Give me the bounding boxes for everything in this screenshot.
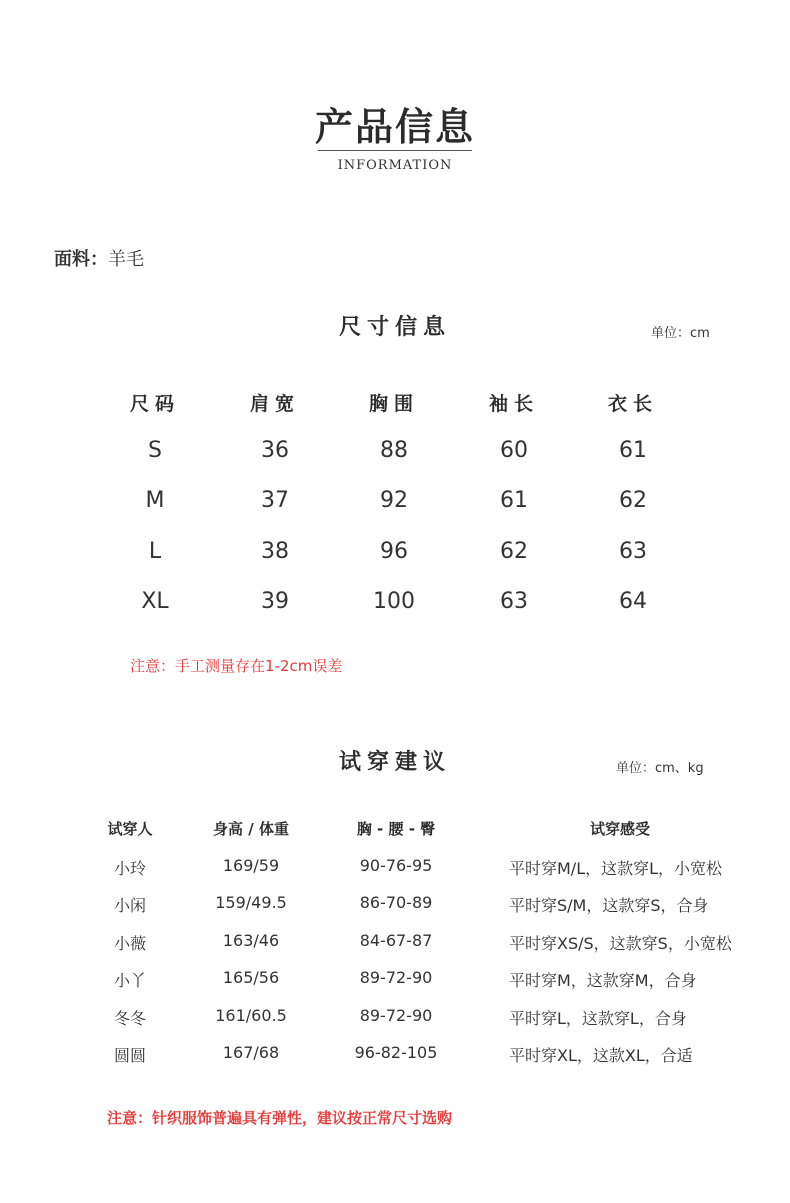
tester-height-weight: 163/46 bbox=[222, 931, 280, 950]
size-cell: 64 bbox=[619, 589, 647, 614]
tester-name: 圆圆 bbox=[113, 1046, 146, 1065]
tester-name: 小丫 bbox=[113, 971, 146, 990]
tester-feedback: 平时穿XS/S，这款穿S，小宽松 bbox=[509, 934, 732, 953]
size-col-header: 肩宽 bbox=[249, 393, 300, 415]
fabric-info bbox=[54, 245, 144, 271]
size-cell: XL bbox=[141, 589, 169, 614]
size-cell: 38 bbox=[261, 539, 289, 564]
fit-advice-title: 试穿建议 bbox=[338, 750, 451, 775]
tester-measurements: 89-72-90 bbox=[359, 1006, 433, 1025]
measurement-note: 注意：手工测量存在1-2cm误差 bbox=[130, 657, 343, 675]
size-col-header: 衣长 bbox=[607, 393, 658, 415]
size-cell: 39 bbox=[261, 589, 289, 614]
tester-height-weight: 169/59 bbox=[222, 856, 280, 875]
size-cell: 37 bbox=[261, 488, 289, 513]
size-cell: 62 bbox=[500, 539, 528, 564]
tester-feedback: 平时穿L，这款穿L，合身 bbox=[509, 1009, 687, 1028]
tester-height-weight: 165/56 bbox=[222, 968, 280, 987]
size-col-header: 尺码 bbox=[129, 393, 180, 415]
tester-name: 小玲 bbox=[113, 859, 146, 878]
size-cell: 100 bbox=[373, 589, 415, 614]
size-cell: 61 bbox=[619, 438, 647, 463]
size-cell: 60 bbox=[500, 438, 528, 463]
size-cell: 36 bbox=[261, 438, 289, 463]
tester-feedback: 平时穿XL，这款XL，合适 bbox=[509, 1046, 693, 1065]
size-cell: 63 bbox=[500, 589, 528, 614]
tester-measurements: 96-82-105 bbox=[354, 1043, 438, 1062]
tester-feedback: 平时穿M/L，这款穿L，小宽松 bbox=[509, 859, 723, 878]
tester-measurements: 90-76-95 bbox=[359, 856, 433, 875]
size-cell: L bbox=[148, 539, 162, 564]
fit-advice-unit: 单位：cm、kg bbox=[616, 761, 704, 776]
size-cell: 62 bbox=[619, 488, 647, 513]
size-col-header: 袖长 bbox=[488, 393, 539, 415]
elasticity-note: 注意：针织服饰普遍具有弹性，建议按正常尺寸选购 bbox=[107, 1109, 453, 1127]
tester-measurements: 86-70-89 bbox=[359, 893, 433, 912]
size-cell: M bbox=[145, 488, 165, 513]
size-cell: 63 bbox=[619, 539, 647, 564]
size-cell: 88 bbox=[380, 438, 408, 463]
size-cell: 61 bbox=[500, 488, 528, 513]
fit-col-header: 试穿感受 bbox=[589, 820, 650, 838]
fit-col-header: 胸 - 腰 - 臀 bbox=[356, 820, 436, 838]
size-cell: S bbox=[148, 438, 162, 463]
tester-name: 小薇 bbox=[113, 934, 146, 953]
tester-feedback: 平时穿S/M，这款穿S，合身 bbox=[509, 896, 709, 915]
tester-feedback: 平时穿M，这款穿M，合身 bbox=[509, 971, 697, 990]
fit-col-header: 试穿人 bbox=[107, 820, 153, 838]
tester-height-weight: 161/60.5 bbox=[215, 1006, 287, 1025]
fit-col-header: 身高 / 体重 bbox=[213, 820, 289, 838]
size-info-title: 尺寸信息 bbox=[338, 315, 451, 340]
title-divider bbox=[318, 150, 472, 151]
tester-measurements: 89-72-90 bbox=[359, 968, 433, 987]
page-subtitle: INFORMATION bbox=[337, 158, 453, 173]
fabric-value: 羊毛 bbox=[108, 249, 144, 270]
tester-measurements: 84-67-87 bbox=[359, 931, 433, 950]
page-title: 产品信息 bbox=[314, 104, 475, 149]
size-col-header: 胸围 bbox=[368, 393, 419, 415]
size-cell: 92 bbox=[380, 488, 408, 513]
size-cell: 96 bbox=[380, 539, 408, 564]
tester-height-weight: 167/68 bbox=[222, 1043, 280, 1062]
fabric-label: 面料： bbox=[54, 249, 108, 270]
tester-name: 冬冬 bbox=[113, 1009, 146, 1028]
tester-name: 小闲 bbox=[113, 896, 146, 915]
size-info-unit: 单位：cm bbox=[651, 326, 710, 341]
tester-height-weight: 159/49.5 bbox=[215, 893, 287, 912]
